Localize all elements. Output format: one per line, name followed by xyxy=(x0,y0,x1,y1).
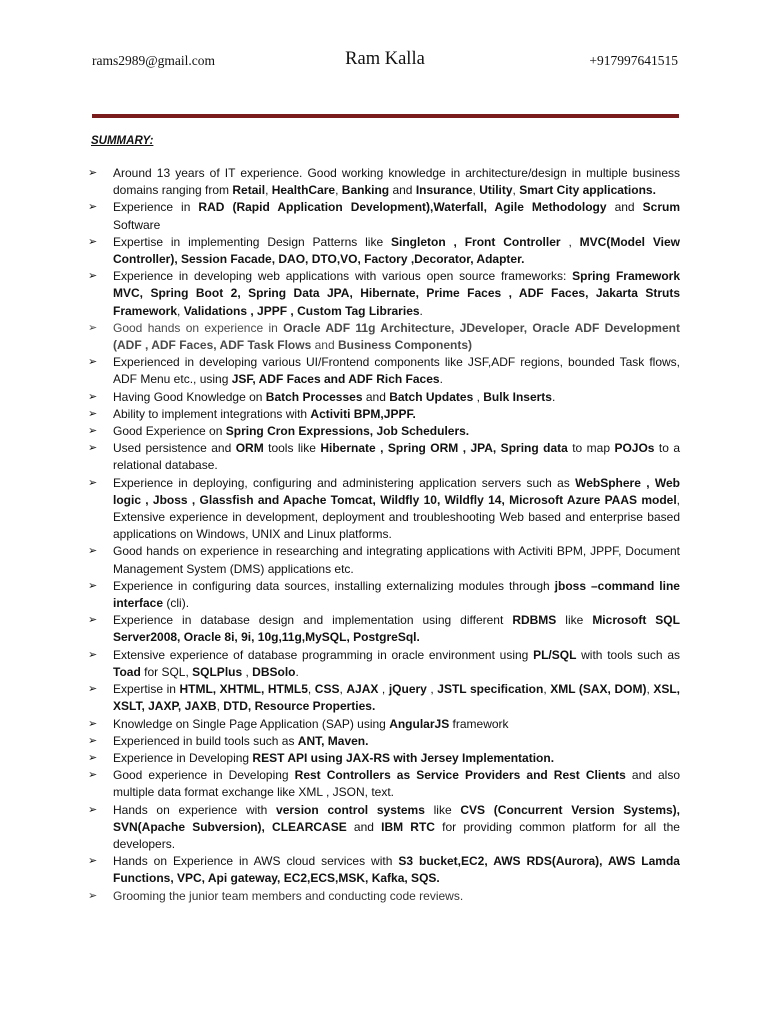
summary-item: ➢ Used persistence and ORM tools like Hibernate , Spring ORM , JPA, Spring data to map POJOs to a relational database. xyxy=(88,441,681,473)
arrow-bullet-icon: ➢ xyxy=(88,889,98,902)
contact-phone: +917997641515 xyxy=(589,53,678,68)
summary-item: ➢ Expertise in implementing Design Patterns like Singleton , Front Controller , MVC(Model View Controller), Session Facade, DAO, DTO,VO, Factory ,Decorator, Adapter. xyxy=(88,234,680,267)
summary-item: ➢ Knowledge on Single Page Application (SAP) using AngularJS framework xyxy=(88,716,680,733)
arrow-bullet-icon: ➢ xyxy=(88,321,98,334)
summary-item: ➢ Having Good Knowledge on Batch Processes and Batch Updates , Bulk Inserts. xyxy=(88,389,680,406)
summary-item: ➢ Ability to implement integrations with Activiti BPM,JPPF. xyxy=(88,406,680,423)
arrow-bullet-icon: ➢ xyxy=(88,270,98,283)
summary-item: ➢ Hands on experience with version control systems like CVS (Concurrent Version Systems), SVN(Apache Subversion), CLEARCASE and IBM RTC for providing common platform for all the developers. xyxy=(88,802,680,851)
summary-item: ➢ Good experience in Developing Rest Controllers as Service Providers and Rest Clients and also multiple data format exchange like XML , JSON, text. xyxy=(88,768,681,800)
arrow-bullet-icon: ➢ xyxy=(88,476,98,489)
arrow-bullet-icon: ➢ xyxy=(88,648,98,661)
summary-item: ➢ Expertise in HTML, XHTML, HTML5, CSS, AJAX , jQuery , JSTL specification, XML (SAX, DOM), XSL, XSLT, JAXP, JAXB, DTD, Resource Properties. xyxy=(88,682,680,714)
contact-email: rams2989@gmail.com xyxy=(92,53,216,68)
summary-item: ➢ Good hands on experience in researching and integrating applications with Activiti BPM, JPPF, Document Management System (DMS) applications etc. xyxy=(88,544,680,576)
summary-heading: SUMMARY: xyxy=(91,135,154,147)
summary-item: ➢ Experience in database design and implementation using different RDBMS like Microsoft SQL Server2008, Oracle 8i, 9i, 10g,11g,MySQL, PostgreSql. xyxy=(88,613,680,645)
summary-item: ➢ Experience in deploying, configuring and administering application servers such as WebSphere , Web logic , Jboss , Glassfish and Apache Tomcat, Wildfly 10, Wildfly 14, Microsoft Azure PAAS model, Extensive experience in development, deployment and troubleshooting Web based and enterprise based applications on Windows, UNIX and Linux platforms. xyxy=(88,475,680,542)
header-divider xyxy=(92,114,679,118)
summary-item: ➢ Good hands on experience in Oracle ADF 11g Architecture, JDeveloper, Oracle ADF Development (ADF , ADF Faces, ADF Task Flows and Business Components) xyxy=(88,320,680,353)
arrow-bullet-icon: ➢ xyxy=(88,390,98,403)
summary-item: ➢ Extensive experience of database programming in oracle environment using PL/SQL with tools such as Toad for SQL, SQLPlus , DBSolo. xyxy=(88,647,681,679)
arrow-bullet-icon: ➢ xyxy=(88,356,98,369)
summary-item: ➢ Hands on Experience in AWS cloud services with S3 bucket,EC2, AWS RDS(Aurora), AWS Lamda Functions, VPC, Api gateway, EC2,ECS,MSK, Kafka, SQS. xyxy=(88,854,680,886)
arrow-bullet-icon: ➢ xyxy=(88,614,98,627)
arrow-bullet-icon: ➢ xyxy=(88,425,98,438)
arrow-bullet-icon: ➢ xyxy=(88,717,98,730)
arrow-bullet-icon: ➢ xyxy=(88,407,98,420)
arrow-bullet-icon: ➢ xyxy=(88,769,98,782)
resume-header xyxy=(92,49,678,73)
arrow-bullet-icon: ➢ xyxy=(88,683,98,696)
arrow-bullet-icon: ➢ xyxy=(88,734,98,747)
summary-item: ➢ Grooming the junior team members and conducting code reviews. xyxy=(88,888,680,905)
arrow-bullet-icon: ➢ xyxy=(88,442,98,455)
summary-item: ➢ Good Experience on Spring Cron Expressions, Job Schedulers. xyxy=(88,423,680,440)
summary-item: ➢ Around 13 years of IT experience. Good working knowledge in architecture/design in multiple business domains ranging from Retail, HealthCare, Banking and Insurance, Utility, Smart City applications. xyxy=(88,166,680,198)
arrow-bullet-icon: ➢ xyxy=(88,751,98,764)
arrow-bullet-icon: ➢ xyxy=(88,201,98,214)
arrow-bullet-icon: ➢ xyxy=(88,545,98,558)
arrow-bullet-icon: ➢ xyxy=(88,235,98,248)
candidate-name: Ram Kalla xyxy=(345,49,425,69)
arrow-bullet-icon: ➢ xyxy=(88,579,98,592)
summary-item: ➢ Experienced in build tools such as ANT, Maven. xyxy=(88,733,680,750)
arrow-bullet-icon: ➢ xyxy=(88,167,98,179)
summary-item: ➢ Experience in configuring data sources, installing externalizing modules through jboss –command line interface (cli). xyxy=(88,578,680,611)
arrow-bullet-icon: ➢ xyxy=(88,803,98,816)
summary-item: ➢ Experience in Developing REST API using JAX-RS with Jersey Implementation. xyxy=(88,750,680,767)
summary-item: ➢ Experience in developing web applications with various open source frameworks: Spring Framework MVC, Spring Boot 2, Spring Data JPA, Hibernate, Prime Faces , ADF Faces, Jakarta Struts Framework, Validations , JPPF , Custom Tag Libraries. xyxy=(88,269,681,318)
summary-item: ➢ Experienced in developing various UI/Frontend components like JSF,ADF regions, bounded Task flows, ADF Menu etc., using JSF, ADF Faces and ADF Rich Faces. xyxy=(88,355,680,387)
summary-item: ➢ Experience in RAD (Rapid Application Development),Waterfall, Agile Methodology and Scrum Software xyxy=(88,200,680,232)
summary-list xyxy=(88,165,680,905)
arrow-bullet-icon: ➢ xyxy=(88,855,98,868)
